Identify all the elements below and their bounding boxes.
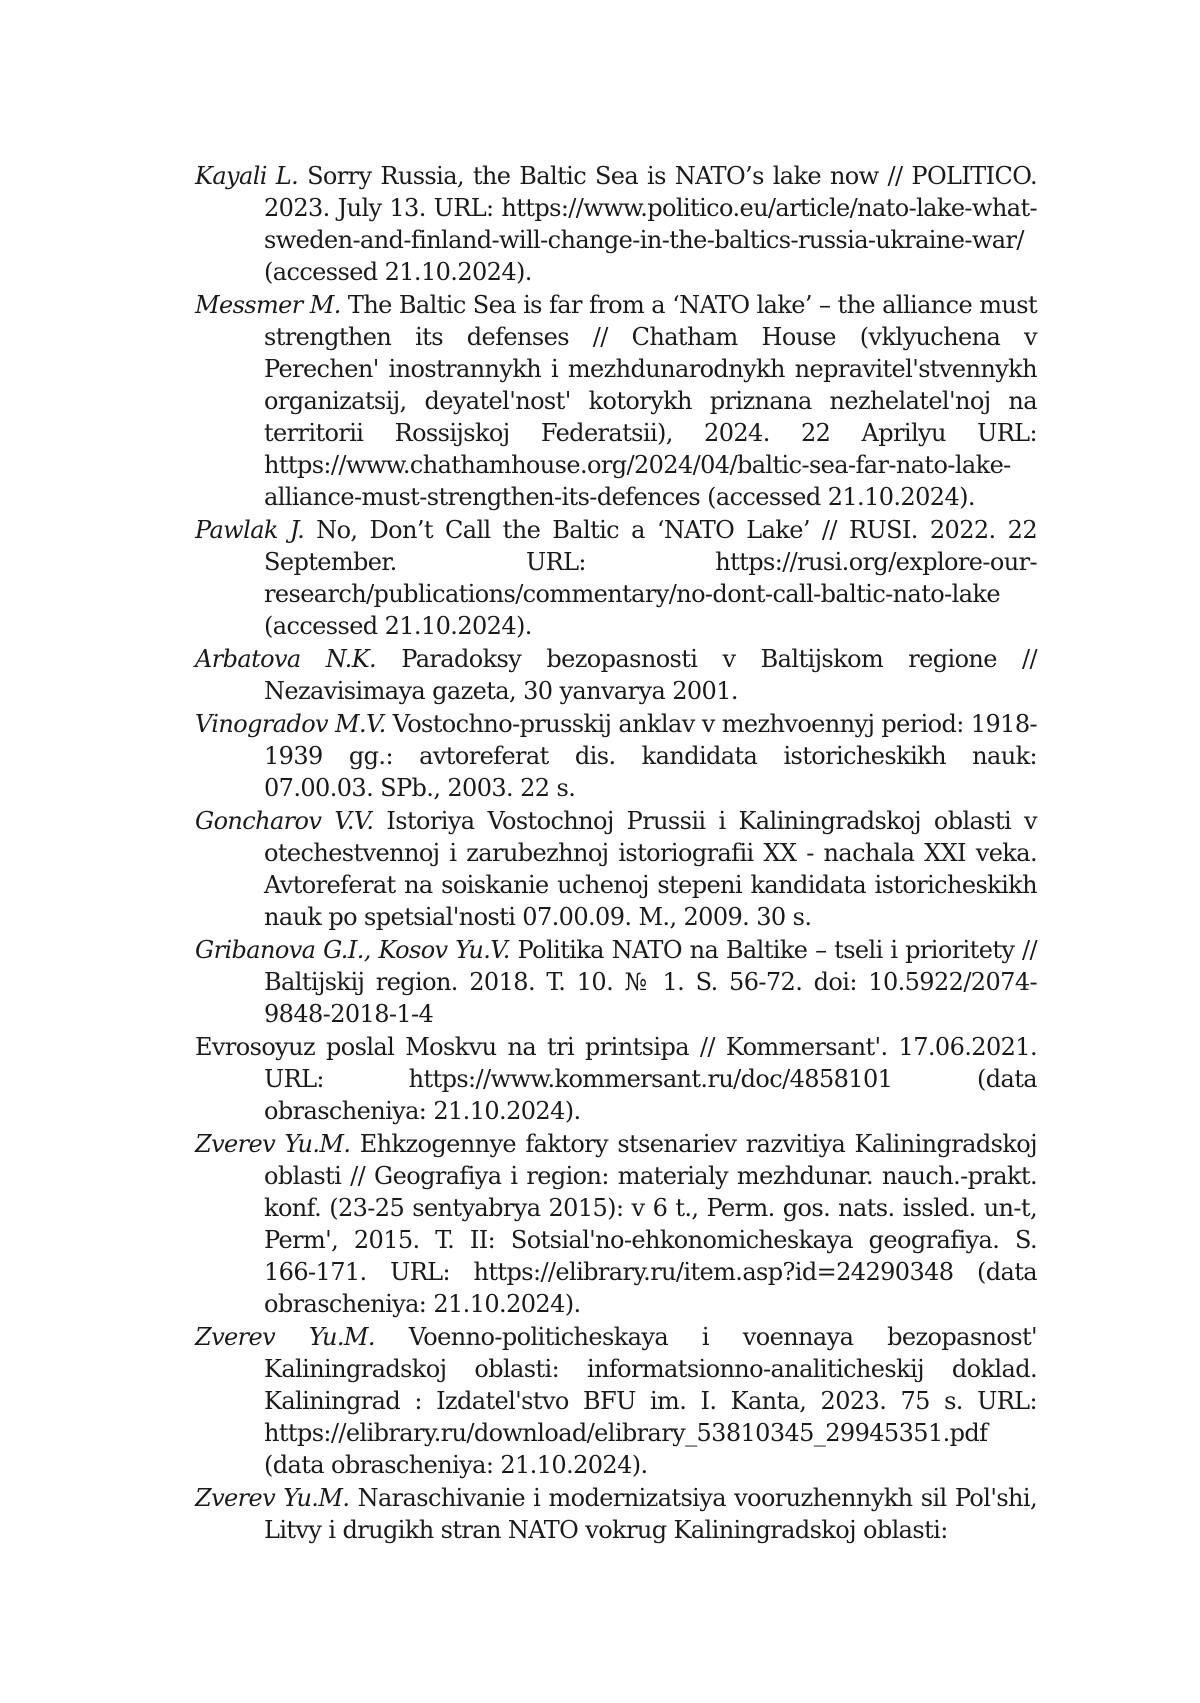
reference-author: Zverev Yu.M.	[195, 1130, 350, 1158]
reference-author: Pawlak J.	[195, 516, 304, 544]
reference-item	[195, 160, 1037, 288]
reference-text: Istoriya Vostochnoj Prussii i Kaliningradskoj oblasti v otechestvennoj i zarubezhnoj istoriografii XX - nachala XXI veka. Avtoreferat na soiskanie uchenoj stepeni kandidata istoricheskikh nauk po spetsial'nosti 07.00.09. M., 2009. 30 s.	[264, 807, 1037, 931]
reference-item	[195, 1128, 1037, 1320]
reference-author: Zverev Yu.M.	[195, 1484, 349, 1512]
reference-item	[195, 934, 1037, 1030]
reference-text: No, Don’t Call the Baltic a ‘NATO Lake’ // RUSI. 2022. 22 September. URL: https://rusi.org/explore-our-research/publications/commentary/no-dont-call-baltic-nato-lake (accessed 21.10.2024).	[264, 516, 1037, 640]
document-page	[0, 0, 1200, 1703]
reference-item	[195, 643, 1037, 707]
reference-text: Voenno-politicheskaya i voennaya bezopasnost' Kaliningradskoj oblasti: informatsionno-analiticheskij doklad. Kaliningrad : Izdatel'stvo BFU im. I. Kanta, 2023. 75 s. URL: https://elibrary.ru/download/elibrary_53810345_29945351.pdf (data obrascheniya: 21.10.2024).	[264, 1323, 1037, 1479]
reference-author: Zverev Yu.M.	[195, 1323, 375, 1351]
reference-author: Messmer M.	[195, 291, 341, 319]
reference-item	[195, 1321, 1037, 1481]
reference-author: Gribanova G.I., Kosov Yu.V.	[195, 936, 510, 964]
reference-text: Vostochno-prusskij anklav v mezhvoennyj period: 1918-1939 gg.: avtoreferat dis. kandidata istoricheskikh nauk: 07.00.03. SPb., 2003. 22 s.	[264, 710, 1037, 802]
reference-text: Paradoksy bezopasnosti v Baltijskom regione // Nezavisimaya gazeta, 30 yanvarya 2001.	[264, 645, 1037, 705]
reference-item	[195, 1031, 1037, 1127]
reference-author: Kayali L.	[195, 162, 298, 190]
reference-text: Evrosoyuz poslal Moskvu na tri printsipa // Kommersant'. 17.06.2021. URL: https://www.kommersant.ru/doc/4858101 (data obrascheniya: 21.10.2024).	[195, 1033, 1037, 1125]
reference-item	[195, 289, 1037, 513]
reference-author: Arbatova N.K.	[195, 645, 376, 673]
reference-text: Naraschivanie i modernizatsiya vooruzhennykh sil Pol'shi, Litvy i drugikh stran NATO vokrug Kaliningradskoj oblasti:	[264, 1484, 1037, 1544]
reference-text: Sorry Russia, the Baltic Sea is NATO’s lake now // POLITICO. 2023. July 13. URL: https://www.politico.eu/article/nato-lake-what-sweden-and-finland-will-change-in-the-baltics-russia-ukraine-war/ (accessed 21.10.2024).	[264, 162, 1037, 286]
reference-item	[195, 708, 1037, 804]
reference-text: Ehkzogennye faktory stsenariev razvitiya Kaliningradskoj oblasti // Geografiya i region: materialy mezhdunar. nauch.-prakt. konf. (23-25 sentyabrya 2015): v 6 t., Perm. gos. nats. issled. un-t, Perm', 2015. T. II: Sotsial'no-ehkonomicheskaya geografiya. S. 166-171. URL: https://elibrary.ru/item.asp?id=24290348 (data obrascheniya: 21.10.2024).	[264, 1130, 1037, 1318]
reference-list	[195, 160, 1037, 1547]
reference-item	[195, 805, 1037, 933]
reference-item	[195, 1482, 1037, 1546]
reference-author: Goncharov V.V.	[195, 807, 373, 835]
reference-item	[195, 514, 1037, 642]
reference-text: Politika NATO na Baltike – tseli i prioritety // Baltijskij region. 2018. T. 10. № 1. S. 56-72. doi: 10.5922/2074-9848-2018-1-4	[264, 936, 1037, 1028]
reference-text: The Baltic Sea is far from a ‘NATO lake’ – the alliance must strengthen its defenses // Chatham House (vklyuchena v Perechen' inostrannykh i mezhdunarodnykh nepravitel'stvennykh organizatsij, deyatel'nost' kotorykh priznana nezhelatel'noj na territorii Rossijskoj Federatsii), 2024. 22 Aprilyu URL: https://www.chathamhouse.org/2024/04/baltic-sea-far-nato-lake-alliance-must-strengthen-its-defences (accessed 21.10.2024).	[264, 291, 1037, 511]
reference-author: Vinogradov M.V.	[195, 710, 386, 738]
